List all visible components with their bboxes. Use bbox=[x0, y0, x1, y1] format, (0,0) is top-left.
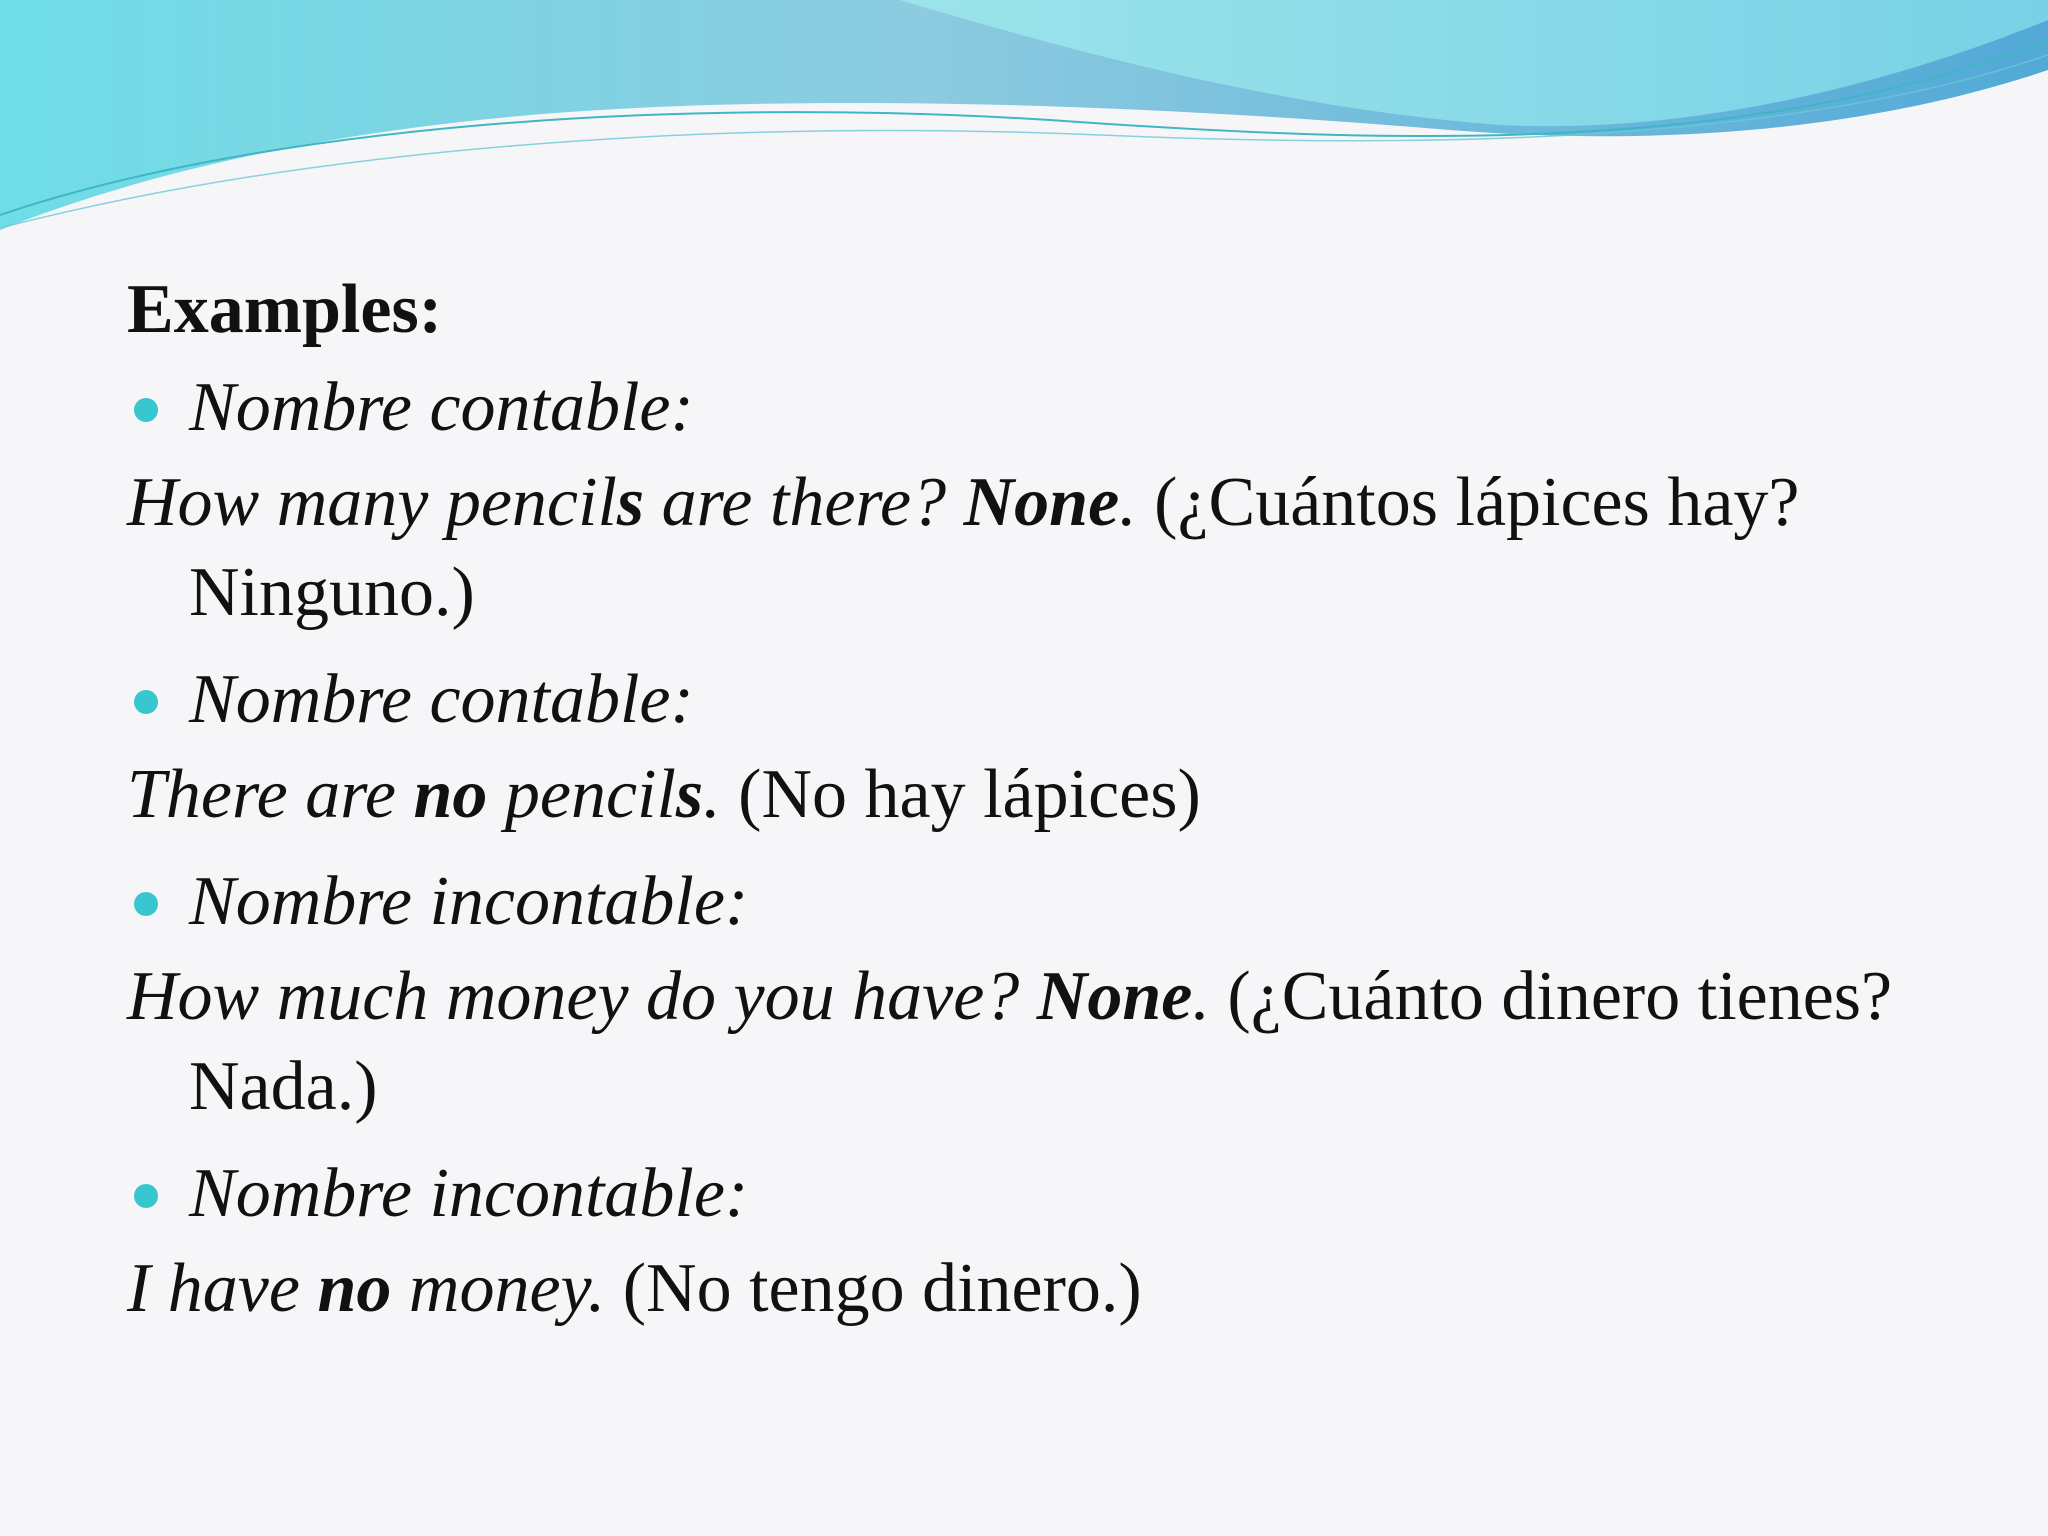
example-text: . bbox=[1119, 464, 1155, 541]
bullet-label: Nombre incontable: bbox=[189, 863, 749, 940]
example-emphasis: None bbox=[1036, 958, 1193, 1035]
example-emphasis: None bbox=[963, 464, 1120, 541]
bullet-dot-icon bbox=[134, 892, 158, 916]
slide-heading: Examples: bbox=[127, 271, 442, 348]
bullet-dot-icon bbox=[134, 690, 158, 714]
bullet-item-uncountable-2 bbox=[127, 1144, 1967, 1244]
example-sentence-1 bbox=[127, 458, 1967, 638]
example-sentence-4 bbox=[127, 1244, 1967, 1334]
bullet-label: Nombre contable: bbox=[189, 661, 694, 738]
bullet-dot-icon bbox=[134, 398, 158, 422]
example-sentence-2 bbox=[127, 750, 1967, 840]
example-translation: (¿Cuánto dinero tienes? Nada.) bbox=[189, 958, 1893, 1125]
example-text: money. bbox=[391, 1250, 623, 1327]
bullet-label: Nombre incontable: bbox=[189, 1155, 749, 1232]
example-emphasis: no bbox=[413, 756, 488, 833]
bullet-item-countable-1 bbox=[127, 358, 1967, 458]
example-translation: (¿Cuántos lápices hay? Ninguno.) bbox=[189, 464, 1800, 631]
slide-content bbox=[127, 262, 1967, 1346]
example-text: . bbox=[703, 756, 739, 833]
example-text: How much money do you have? bbox=[127, 958, 1037, 1035]
example-text: . bbox=[1192, 958, 1228, 1035]
bullet-item-countable-2 bbox=[127, 650, 1967, 750]
example-translation: (No hay lápices) bbox=[738, 756, 1201, 833]
example-translation: (No tengo dinero.) bbox=[622, 1250, 1142, 1327]
example-sentence-3 bbox=[127, 952, 1967, 1132]
decorative-wave-header bbox=[0, 0, 2048, 240]
example-text: How many pencil bbox=[127, 464, 617, 541]
example-emphasis: s bbox=[616, 464, 645, 541]
example-text: I have bbox=[127, 1250, 318, 1327]
bullet-item-uncountable-1 bbox=[127, 852, 1967, 952]
example-emphasis: no bbox=[317, 1250, 392, 1327]
bullet-label: Nombre contable: bbox=[189, 369, 694, 446]
example-text: pencil bbox=[487, 756, 676, 833]
example-emphasis: s bbox=[675, 756, 704, 833]
bullet-dot-icon bbox=[134, 1184, 158, 1208]
example-text: There are bbox=[127, 756, 414, 833]
example-text: are there? bbox=[644, 464, 964, 541]
